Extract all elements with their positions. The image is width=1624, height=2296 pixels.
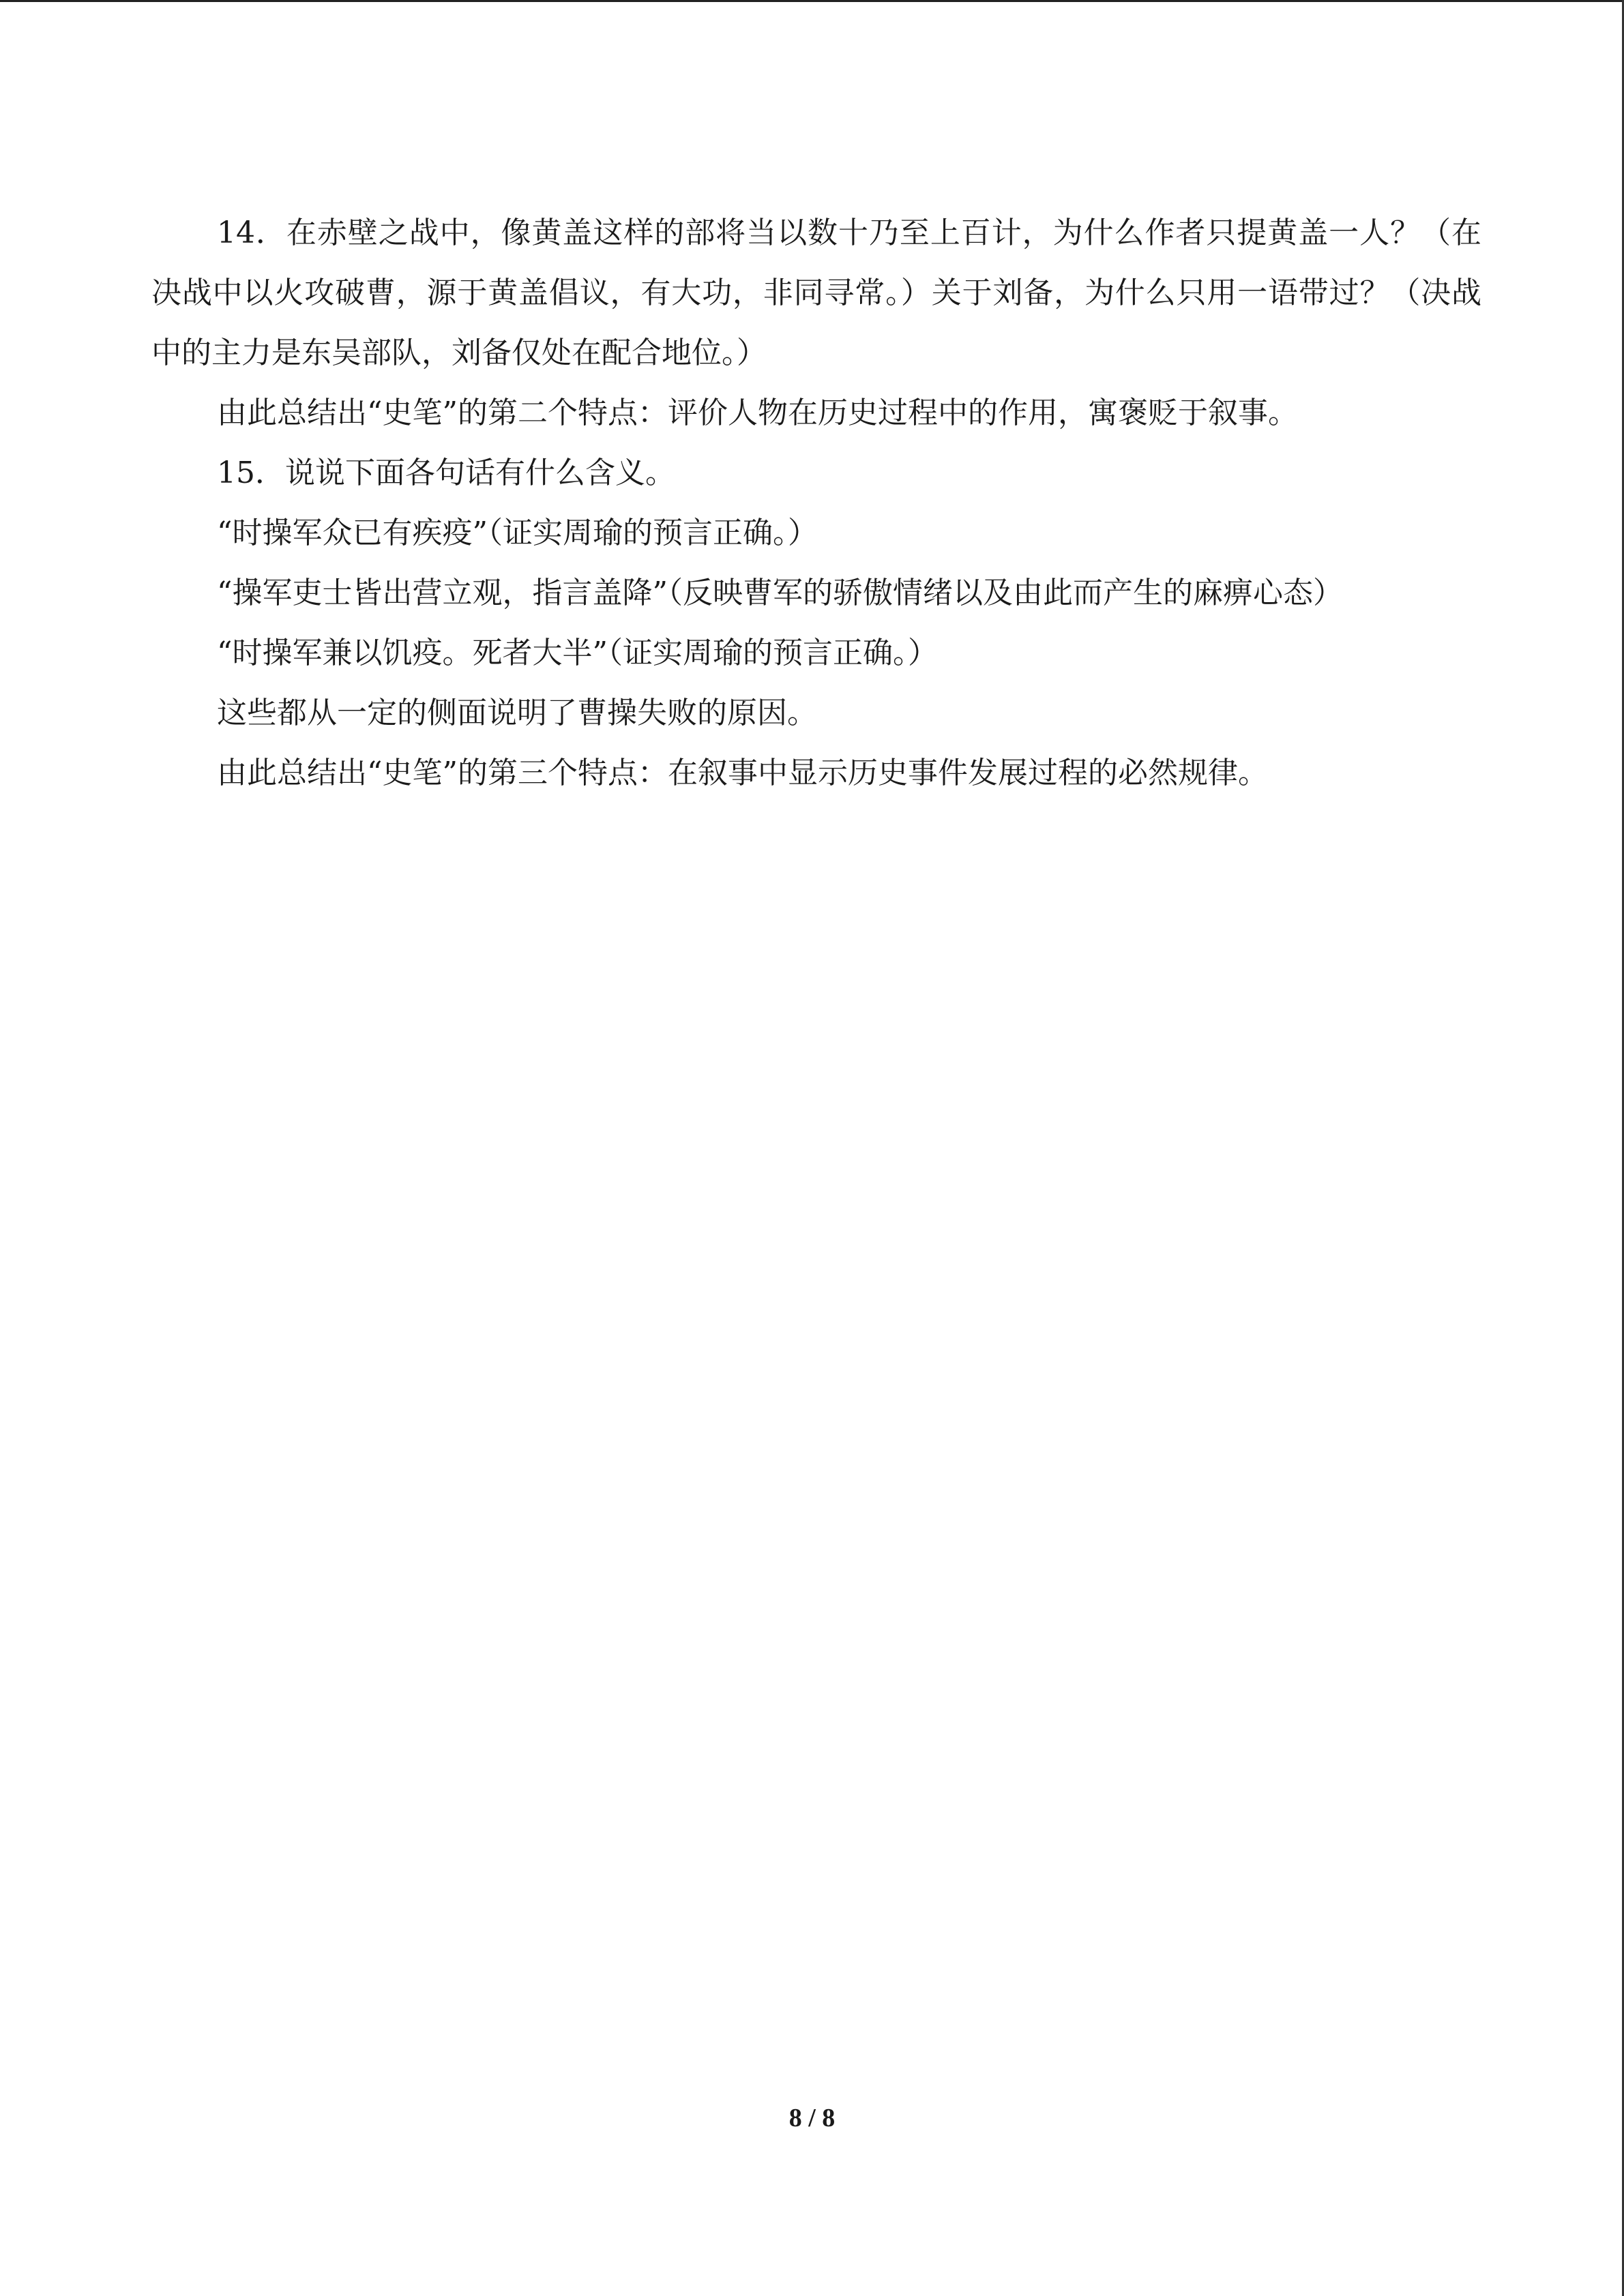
document-body (151, 203, 1481, 803)
paragraph-feature-three: 由此总结出“史笔”的第三个特点：在叙事中显示历史事件发展过程的必然规律。 (217, 756, 1268, 790)
paragraph-question-15: 15．说说下面各句话有什么含义。 (217, 456, 675, 490)
paragraph-question-14: 14．在赤壁之战中，像黄盖这样的部将当以数十乃至上百计，为什么作者只提黄盖一人？（在决战中以火攻破曹，源于黄盖倡议，有大功，非同寻常。）关于刘备，为什么只用一语带过？（决战中的主力是东吴部队，刘备仅处在配合地位。） (151, 215, 1481, 370)
page-number: 8 / 8 (788, 2104, 836, 2132)
paragraph-quote-2: “操军吏士皆出营立观，指言盖降”（反映曹军的骄傲情绪以及由此而产生的麻痹心态） (217, 576, 1343, 610)
top-border-line (0, 0, 1624, 2)
paragraph-quote-3: “时操军兼以饥疫。死者大半”（证实周瑜的预言正确。） (217, 636, 938, 670)
paragraph-summary: 这些都从一定的侧面说明了曹操失败的原因。 (217, 696, 817, 730)
paragraph-quote-1: “时操军众已有疾疫”（证实周瑜的预言正确。） (217, 516, 818, 550)
paragraph-feature-two: 由此总结出“史笔”的第二个特点：评价人物在历史过程中的作用，寓褒贬于叙事。 (217, 396, 1298, 430)
